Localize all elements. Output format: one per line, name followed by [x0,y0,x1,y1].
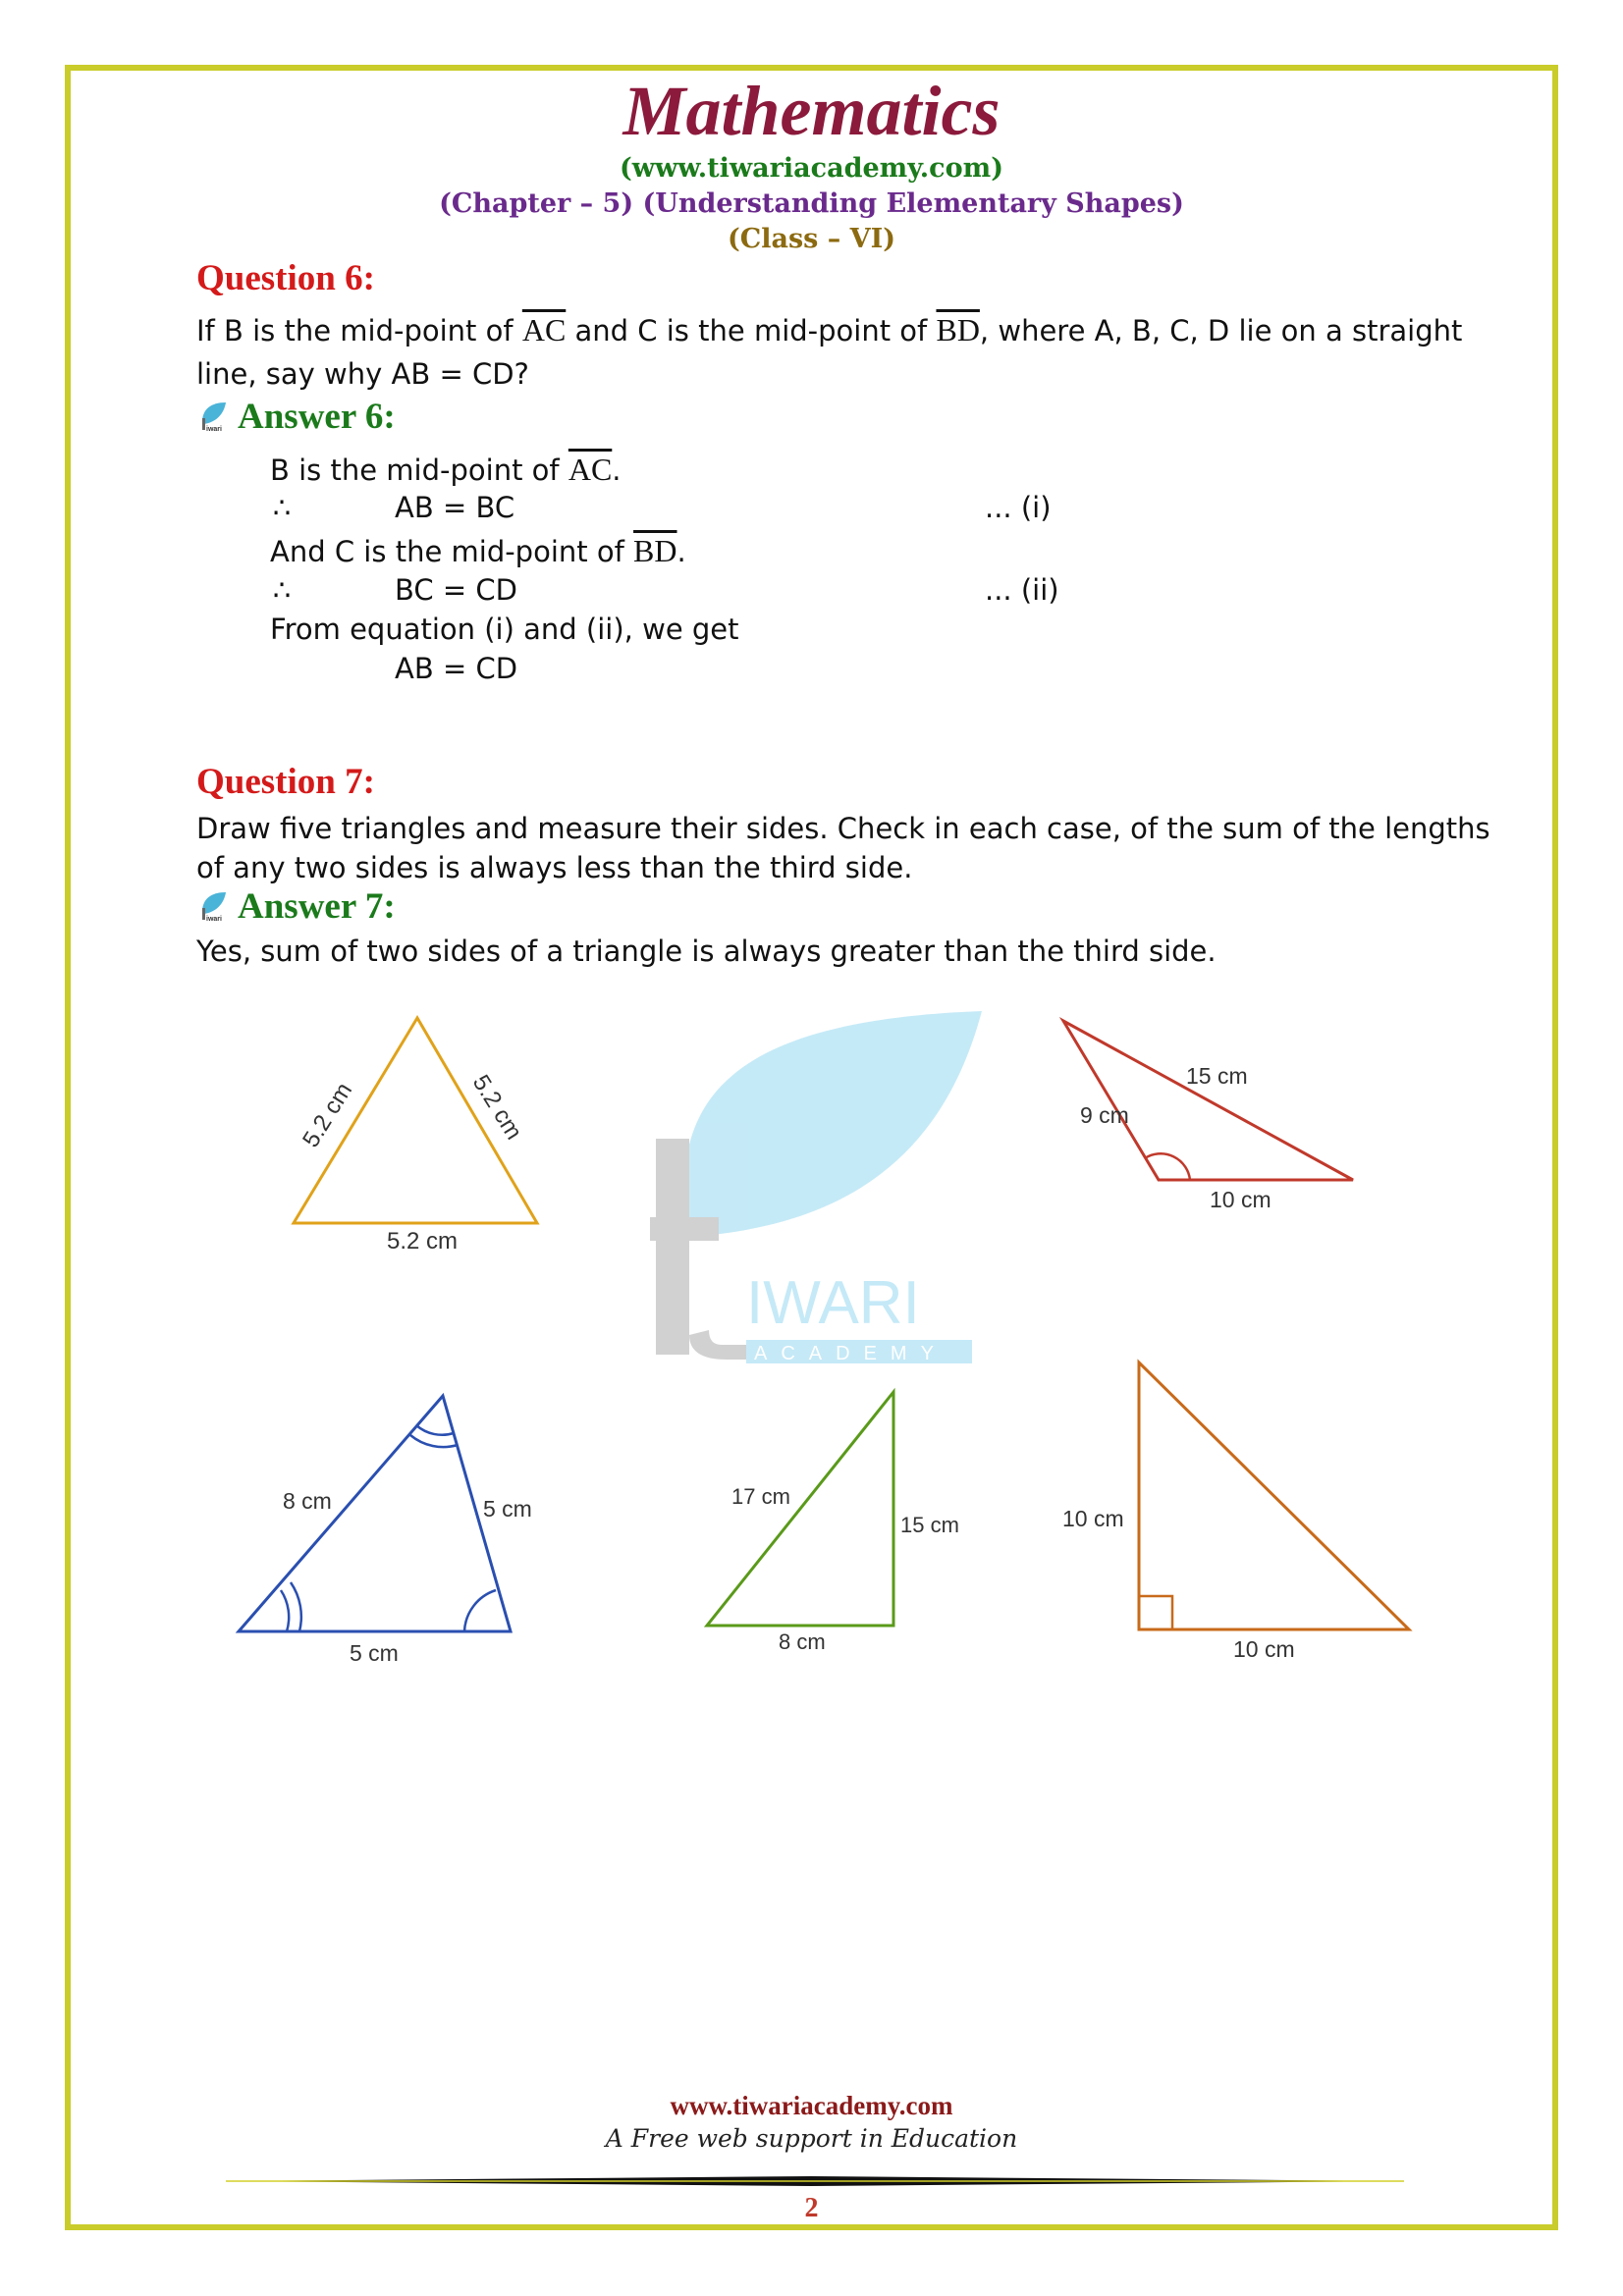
segment-ac: $\overline{AC}$ [568,452,613,487]
t4-hyp-label: 17 cm [731,1484,790,1509]
equation-1: AB = BC [395,491,515,524]
triangle-right-orange [1062,1362,1409,1662]
logo-icon-text: iwari [206,916,222,922]
answer-6-heading-text: Answer 6: [238,397,396,437]
t2-left-label: 9 cm [1080,1102,1129,1128]
t5-left-label: 10 cm [1062,1506,1124,1531]
logo-icon-text: iwari [206,426,222,432]
chapter-title: (Chapter – 5) (Understanding Elementary Shapes) [439,188,1184,219]
t3-base-label: 5 cm [350,1640,399,1666]
therefore-symbol: ∴ [273,573,292,607]
segment-bd: $\overline{BD}$ [633,533,677,568]
t4-base-label: 8 cm [779,1629,826,1654]
answer-6-line5: From equation (i) and (ii), we get [270,613,739,646]
a6-text-b: . [612,454,622,487]
equation-3: AB = CD [395,652,518,685]
watermark-logo [650,1011,982,1364]
equation-2-ref: ... (ii) [985,573,1059,607]
t5-base-label: 10 cm [1233,1636,1295,1662]
segment-bd: $\overline{BD}$ [936,312,980,347]
segment-ac: $\overline{AC}$ [521,312,567,347]
footer-tagline: A Free web support in Education [605,2124,1018,2153]
triangle-isosceles [239,1396,532,1666]
t1-right-label: 5.2 cm [466,1070,527,1145]
question-6-heading: Question 6: [196,258,375,298]
a6-text-c: And C is the mid-point of [270,535,634,568]
equation-2: BC = CD [395,573,517,607]
a6-text-a: B is the mid-point of [270,454,568,487]
class-label: (Class – VI) [727,224,896,254]
header-site-link[interactable]: (www.tiwariacademy.com) [620,153,1003,184]
q6-text-b: and C is the mid-point of [566,314,937,347]
equation-1-ref: ... (i) [985,491,1052,524]
question-6-line2: line, say why AB = CD? [196,357,529,391]
triangle-obtuse [1063,1021,1353,1212]
question-7-line1: Draw five triangles and measure their sides. Check in each case, of the sum of the lengths [196,812,1490,845]
answer-7-line1: Yes, sum of two sides of a triangle is always greater than the third side. [196,934,1217,968]
q6-text-a: If B is the mid-point of [196,314,522,347]
page-number: 2 [804,2193,819,2223]
t2-base-label: 10 cm [1210,1187,1271,1212]
t4-right-label: 15 cm [900,1513,959,1537]
triangle-equilateral [294,1018,537,1255]
question-7-line2: of any two sides is always less than the third side. [196,851,913,884]
t1-left-label: 5.2 cm [298,1078,358,1152]
t2-top-label: 15 cm [1186,1063,1248,1089]
page-title: Mathematics [622,72,1001,150]
watermark-text-1: IWARI [746,1269,920,1337]
q6-text-c: , where A, B, C, D lie on a straight [979,314,1463,347]
t3-right-label: 5 cm [483,1496,532,1522]
footer-rule [226,2176,1404,2186]
watermark-text-2: ACADEMY [754,1343,947,1364]
t3-left-label: 8 cm [283,1488,332,1514]
answer-7-heading-text: Answer 7: [238,886,396,927]
triangle-right-green [707,1392,959,1654]
t1-base-label: 5.2 cm [386,1228,459,1255]
question-7-heading: Question 7: [196,762,375,802]
therefore-symbol: ∴ [273,491,292,524]
a6-text-d: . [676,535,686,568]
footer-site-link[interactable]: www.tiwariacademy.com [670,2091,953,2120]
